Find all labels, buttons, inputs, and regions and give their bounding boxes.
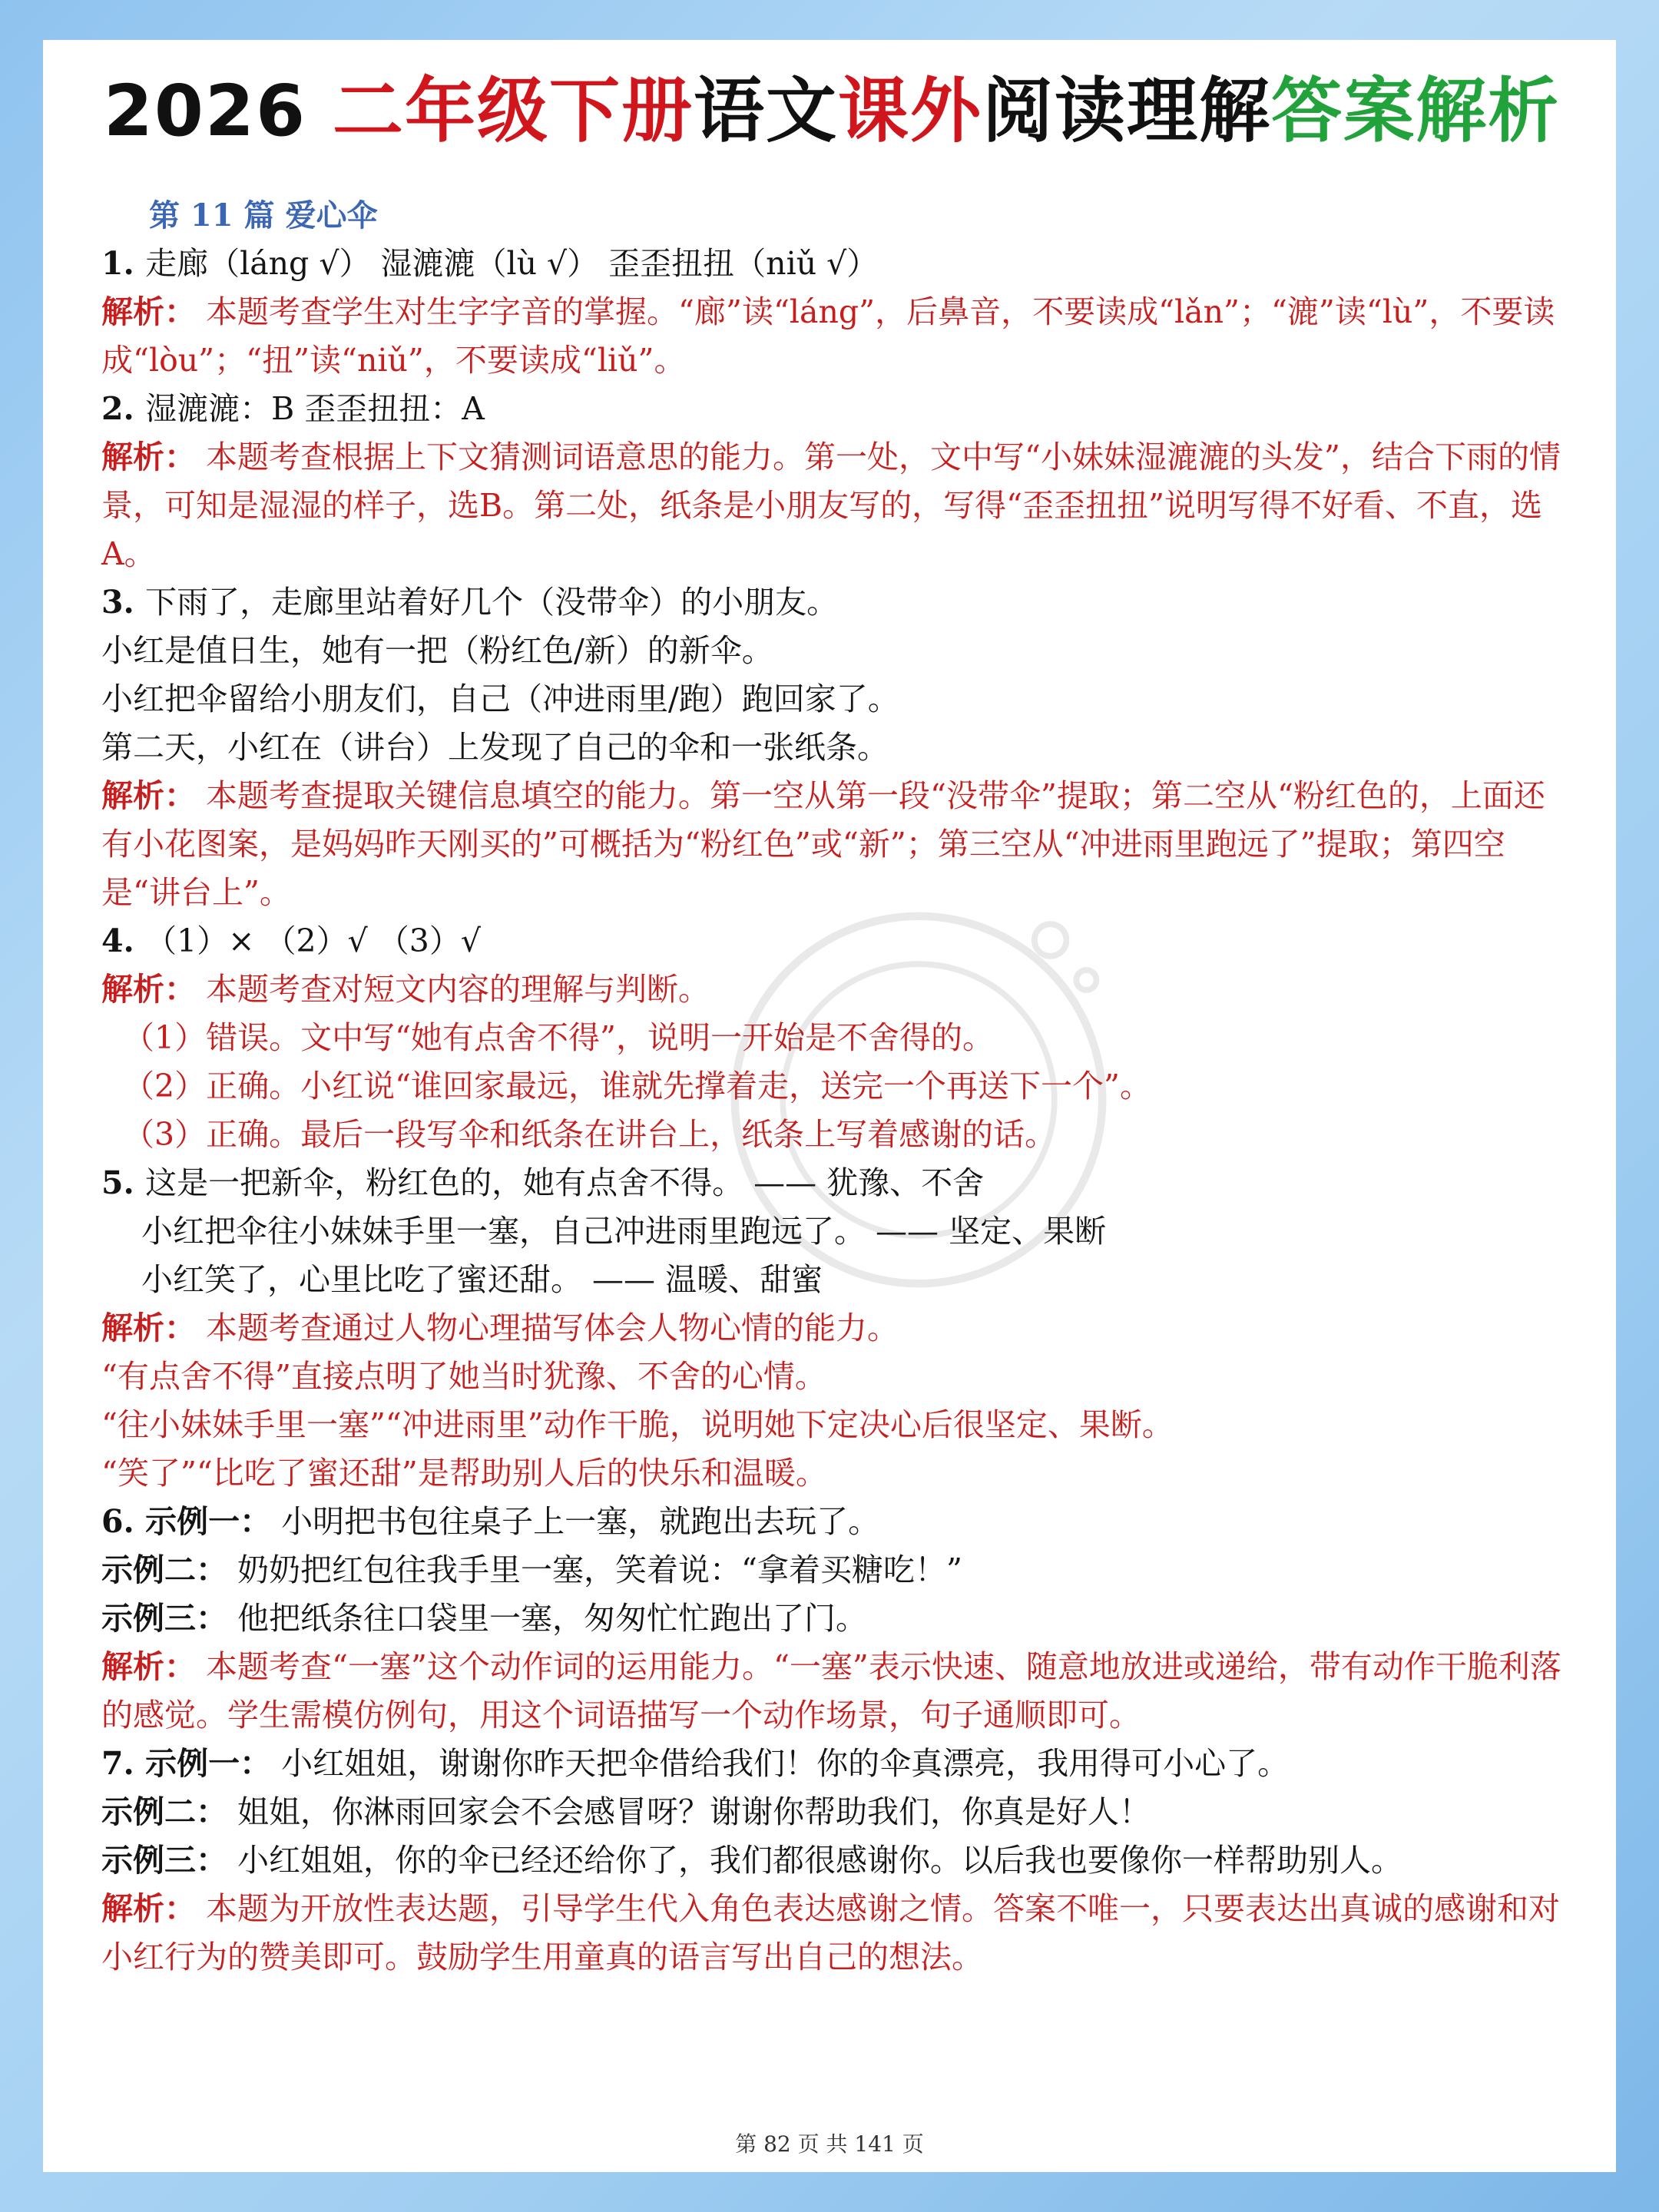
title-extracurricular: 课外 bbox=[838, 70, 983, 152]
document-page bbox=[43, 40, 1616, 2172]
line-label: 6. 示例一： bbox=[101, 1503, 272, 1540]
answer-line: 小红把伞留给小朋友们，自己（冲进雨里/跑）跑回家了。 bbox=[101, 680, 899, 717]
line-label: 2. bbox=[101, 390, 146, 427]
analysis-line: 解析： 本题为开放性表达题，引导学生代入角色表达感谢之情。答案不唯一，只要表达出真诚的感谢和对小红行为的赞美即可。鼓励学生用童真的语言写出自己的想法。 bbox=[101, 1890, 1561, 1975]
line-label: 4. bbox=[101, 922, 146, 959]
page-footer: 第 82 页 共 141 页 bbox=[735, 2131, 924, 2157]
analysis-line: 解析： 本题考查根据上下文猜测词语意思的能力。第一处，文中写“小妹妹湿漉漉的头发”，结合下雨的情景，可知是湿湿的样子，选B。第二处，纸条是小朋友写的，写得“歪歪扭扭”说明写得不好看、不直，选A。 bbox=[101, 439, 1561, 572]
analysis-line: 解析： 本题考查提取关键信息填空的能力。第一空从第一段“没带伞”提取；第二空从“粉红色的，上面还有小花图案，是妈妈昨天刚买的”可概括为“粉红色”或“新”；第三空从“冲进雨里跑远了”提取；第四空是“讲台上”。 bbox=[101, 777, 1545, 911]
line-label: 解析： bbox=[101, 439, 196, 475]
answer-line: 小红把伞往小妹妹手里一塞，自己冲进雨里跑远了。 —— 坚定、果断 bbox=[141, 1213, 1107, 1250]
line-label: 1. bbox=[101, 245, 146, 282]
analysis-line: 解析： 本题考查对短文内容的理解与判断。 bbox=[101, 971, 710, 1008]
line-label: 解析： bbox=[101, 1310, 196, 1346]
line-label: 解析： bbox=[101, 1890, 196, 1927]
line-label: 示例三： bbox=[101, 1842, 227, 1879]
analysis-line: 解析： 本题考查通过人物心理描写体会人物心情的能力。 bbox=[101, 1310, 899, 1346]
answer-line: 5. 这是一把新伞，粉红色的，她有点舍不得。 —— 犹豫、不舍 bbox=[101, 1164, 985, 1201]
analysis-line: 解析： 本题考查“一塞”这个动作词的运用能力。“一塞”表示快速、随意地放进或递给，带有动作干脆利落的感觉。学生需模仿例句，用这个词语描写一个动作场景，句子通顺即可。 bbox=[101, 1648, 1561, 1734]
line-label: 解析： bbox=[101, 971, 196, 1008]
analysis-line: （1）错误。文中写“她有点舍不得”，说明一开始是不舍得的。 bbox=[123, 1019, 995, 1056]
analysis-line: “往小妹妹手里一塞”“冲进雨里”动作干脆，说明她下定决心后很坚定、果断。 bbox=[101, 1406, 1174, 1443]
line-label: 解析： bbox=[101, 1648, 196, 1685]
answer-line: 第二天，小红在（讲台）上发现了自己的伞和一张纸条。 bbox=[101, 729, 889, 766]
line-label: 7. 示例一： bbox=[101, 1745, 272, 1782]
answer-content bbox=[101, 240, 1562, 1982]
answer-line: 6. 示例一： 小明把书包往桌子上一塞，就跑出去玩了。 bbox=[101, 1503, 880, 1540]
analysis-line: 解析： 本题考查学生对生字字音的掌握。“廊”读“láng”，后鼻音，不要读成“lǎn”；“漉”读“lù”，不要读成“lòu”；“扭”读“niǔ”，不要读成“liǔ”。 bbox=[101, 293, 1555, 379]
section-title: 第 11 篇 爱心伞 bbox=[149, 197, 378, 233]
answer-line: 小红是值日生，她有一把（粉红色/新）的新伞。 bbox=[101, 632, 773, 669]
title-subject: 语文 bbox=[694, 70, 839, 152]
answer-line: 1. 走廊（láng √） 湿漉漉（lù √） 歪歪扭扭（niǔ √） bbox=[101, 245, 879, 282]
answer-line: 示例二： 奶奶把红包往我手里一塞，笑着说：“拿着买糖吃！” bbox=[101, 1551, 962, 1588]
line-label: 5. bbox=[101, 1164, 146, 1201]
analysis-line: （2）正确。小红说“谁回家最远，谁就先撑着走，送完一个再送下一个”。 bbox=[123, 1068, 1152, 1104]
answer-line: 示例三： 他把纸条往口袋里一塞，匆匆忙忙跑出了门。 bbox=[101, 1600, 868, 1637]
page-title bbox=[101, 61, 1562, 161]
analysis-line: “笑了”“比吃了蜜还甜”是帮助别人后的快乐和温暖。 bbox=[101, 1455, 827, 1492]
line-label: 示例三： bbox=[101, 1600, 227, 1637]
title-reading: 阅读理解 bbox=[982, 70, 1272, 152]
answer-line: 小红笑了，心里比吃了蜜还甜。 —— 温暖、甜蜜 bbox=[141, 1261, 823, 1298]
line-label: 3. bbox=[101, 584, 146, 621]
line-label: 示例二： bbox=[101, 1551, 227, 1588]
answer-line: 7. 示例一： 小红姐姐，谢谢你昨天把伞借给我们！你的伞真漂亮，我用得可小心了。 bbox=[101, 1745, 1290, 1782]
answer-line: 3. 下雨了，走廊里站着好几个（没带伞）的小朋友。 bbox=[101, 584, 839, 621]
answer-line: 示例二： 姐姐，你淋雨回家会不会感冒呀？谢谢你帮助我们，你真是好人！ bbox=[101, 1793, 1151, 1830]
analysis-line: （3）正确。最后一段写伞和纸条在讲台上，纸条上写着感谢的话。 bbox=[123, 1116, 1057, 1153]
answer-line: 2. 湿漉漉：B 歪歪扭扭：A bbox=[101, 390, 485, 427]
title-year: 2026 bbox=[103, 70, 333, 152]
answer-line: 4. （1）× （2）√ （3）√ bbox=[101, 922, 482, 959]
title-grade: 二年级下册 bbox=[333, 70, 694, 152]
analysis-line: “有点舍不得”直接点明了她当时犹豫、不舍的心情。 bbox=[101, 1358, 826, 1395]
answer-line: 示例三： 小红姐姐，你的伞已经还给你了，我们都很感谢你。以后我也要像你一样帮助别人。 bbox=[101, 1842, 1403, 1879]
line-label: 示例二： bbox=[101, 1793, 227, 1830]
title-answers: 答案解析 bbox=[1271, 70, 1561, 152]
line-label: 解析： bbox=[101, 293, 196, 330]
line-label: 解析： bbox=[101, 777, 196, 814]
